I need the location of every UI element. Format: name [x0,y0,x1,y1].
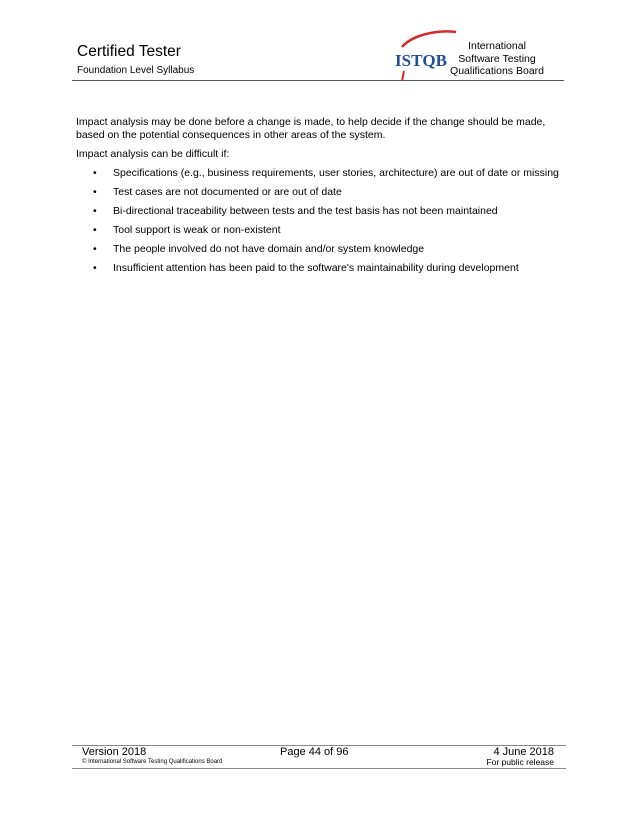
page-header [72,28,564,81]
list-item: • Test cases are not documented or are out of date [93,186,342,198]
organization-name [450,40,544,78]
footer-page-number: Page 44 of 96 [280,746,349,758]
list-item: • Specifications (e.g., business requirements, user stories, architecture) are out of date or missing [93,167,559,179]
bullet-icon: • [93,167,97,179]
header-title: Certified Tester [77,43,181,60]
list-item: • Bi-directional traceability between tests and the test basis has not been maintained [93,205,498,217]
footer-release: For public release [486,757,554,767]
footer-version: Version 2018 [82,746,147,758]
footer-copyright: © International Software Testing Qualifications Board [82,759,223,765]
bullet-list [76,167,566,275]
list-item: • The people involved do not have domain and/or system knowledge [93,243,425,255]
bullet-icon: • [93,243,97,255]
header-subtitle: Foundation Level Syllabus [77,65,195,76]
bullet-icon: • [93,262,97,274]
istqb-logo [394,29,458,81]
org-line-1: International [468,40,526,52]
page-content [76,116,566,281]
paragraph-difficulty-intro: Impact analysis can be difficult if: [76,148,230,160]
bullet-icon: • [93,186,97,198]
bullet-icon: • [93,205,97,217]
page-footer [72,745,566,769]
org-line-2: Software Testing [458,52,536,65]
logo-text: ISTQB [395,51,447,70]
paragraph-impact-analysis: Impact analysis may be done before a change is made, to help decide if the change should be made, based on the potential consequences in other areas of the system. [76,116,546,141]
list-item: • Tool support is weak or non-existent [93,224,281,236]
list-item: • Insufficient attention has been paid to the software's maintainability during development [93,262,519,274]
footer-date: 4 June 2018 [493,746,554,758]
org-line-3: Qualifications Board [450,65,544,77]
bullet-icon: • [93,224,97,236]
